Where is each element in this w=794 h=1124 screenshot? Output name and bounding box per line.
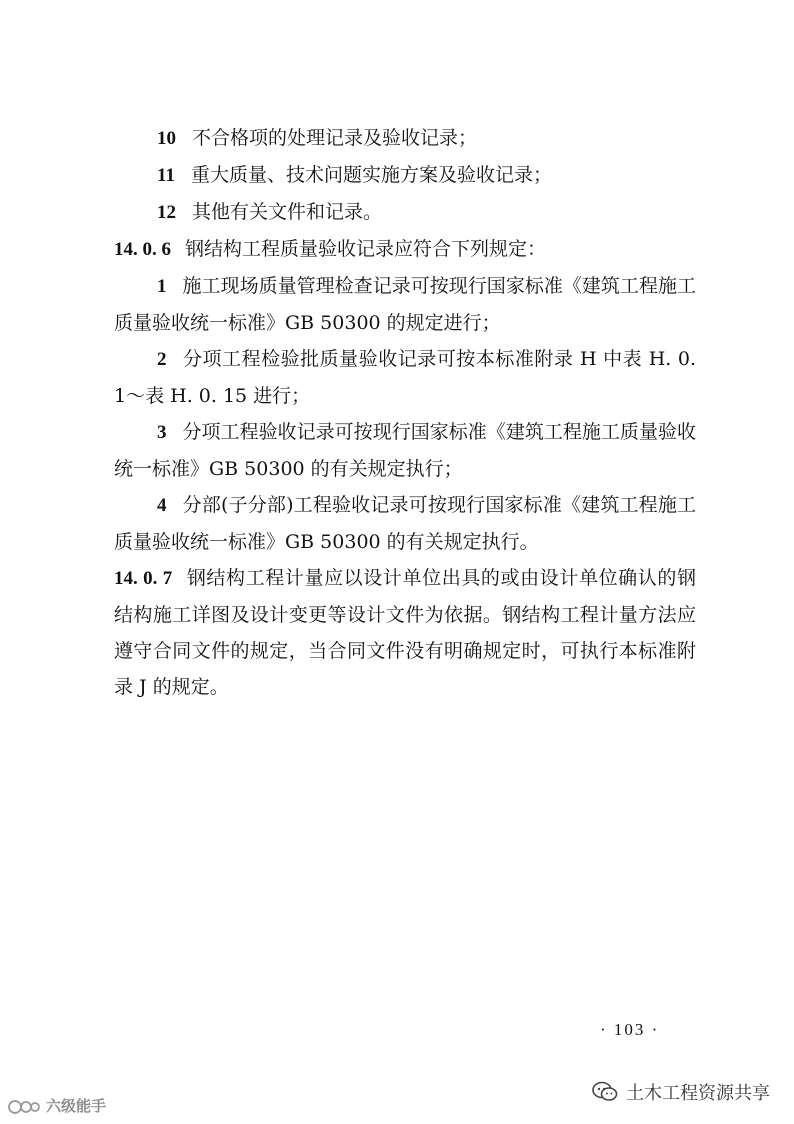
clause-number: 14. 0. 6: [114, 239, 171, 260]
list-item: [114, 268, 696, 341]
item-text: 重大质量、技术问题实施方案及验收记录；: [190, 164, 552, 186]
clause-heading: [114, 231, 696, 268]
item-number: 2: [157, 349, 167, 370]
item-number: 1: [157, 276, 167, 297]
list-item: [114, 194, 696, 231]
item-number: 10: [157, 128, 176, 149]
clause-text: 钢结构工程质量验收记录应符合下列规定：: [185, 238, 547, 260]
item-text: 分项工程验收记录可按现行国家标准《建筑工程施工质量验收统一标准》GB 50300 的有关规定执行；: [114, 421, 696, 480]
item-text: 分项工程检验批质量验收记录可按本标准附录 H 中表 H. 0. 1～表 H. 0. 15 进行；: [114, 348, 696, 407]
item-text: 施工现场质量管理检查记录可按现行国家标准《建筑工程施工质量验收统一标准》GB 50300 的规定进行；: [114, 275, 696, 334]
list-item: [114, 487, 696, 560]
item-text: 分部(子分部)工程验收记录可按现行国家标准《建筑工程施工质量验收统一标准》GB 50300 的有关规定执行。: [114, 494, 696, 553]
list-item: [114, 414, 696, 487]
wechat-watermark: [592, 1079, 770, 1105]
item-number: 4: [157, 495, 167, 516]
item-number: 12: [157, 202, 176, 223]
document-body: [114, 120, 696, 705]
list-item: [114, 157, 696, 194]
clause-heading: [114, 560, 696, 705]
clause-text: 钢结构工程计量应以设计单位出具的或由设计单位确认的钢结构施工详图及设计变更等设计文件为依据。钢结构工程计量方法应遵守合同文件的规定，当合同文件没有明确规定时，可执行本标准附录 J 的规定。: [114, 567, 696, 698]
list-item: [114, 120, 696, 157]
item-number: 11: [157, 165, 175, 186]
logo-watermark: [8, 1095, 106, 1116]
page-number: · 103 ·: [600, 1020, 660, 1039]
list-item: [114, 341, 696, 414]
wechat-icon: [592, 1081, 618, 1103]
clause-number: 14. 0. 7: [114, 568, 173, 589]
item-number: 3: [157, 422, 167, 443]
logo-text: 六级能手: [46, 1097, 107, 1115]
logo-icon: [8, 1096, 42, 1116]
item-text: 其他有关文件和记录。: [192, 201, 383, 223]
wechat-account-name: 土木工程资源共享: [626, 1083, 770, 1104]
item-text: 不合格项的处理记录及验收记录；: [192, 127, 478, 149]
